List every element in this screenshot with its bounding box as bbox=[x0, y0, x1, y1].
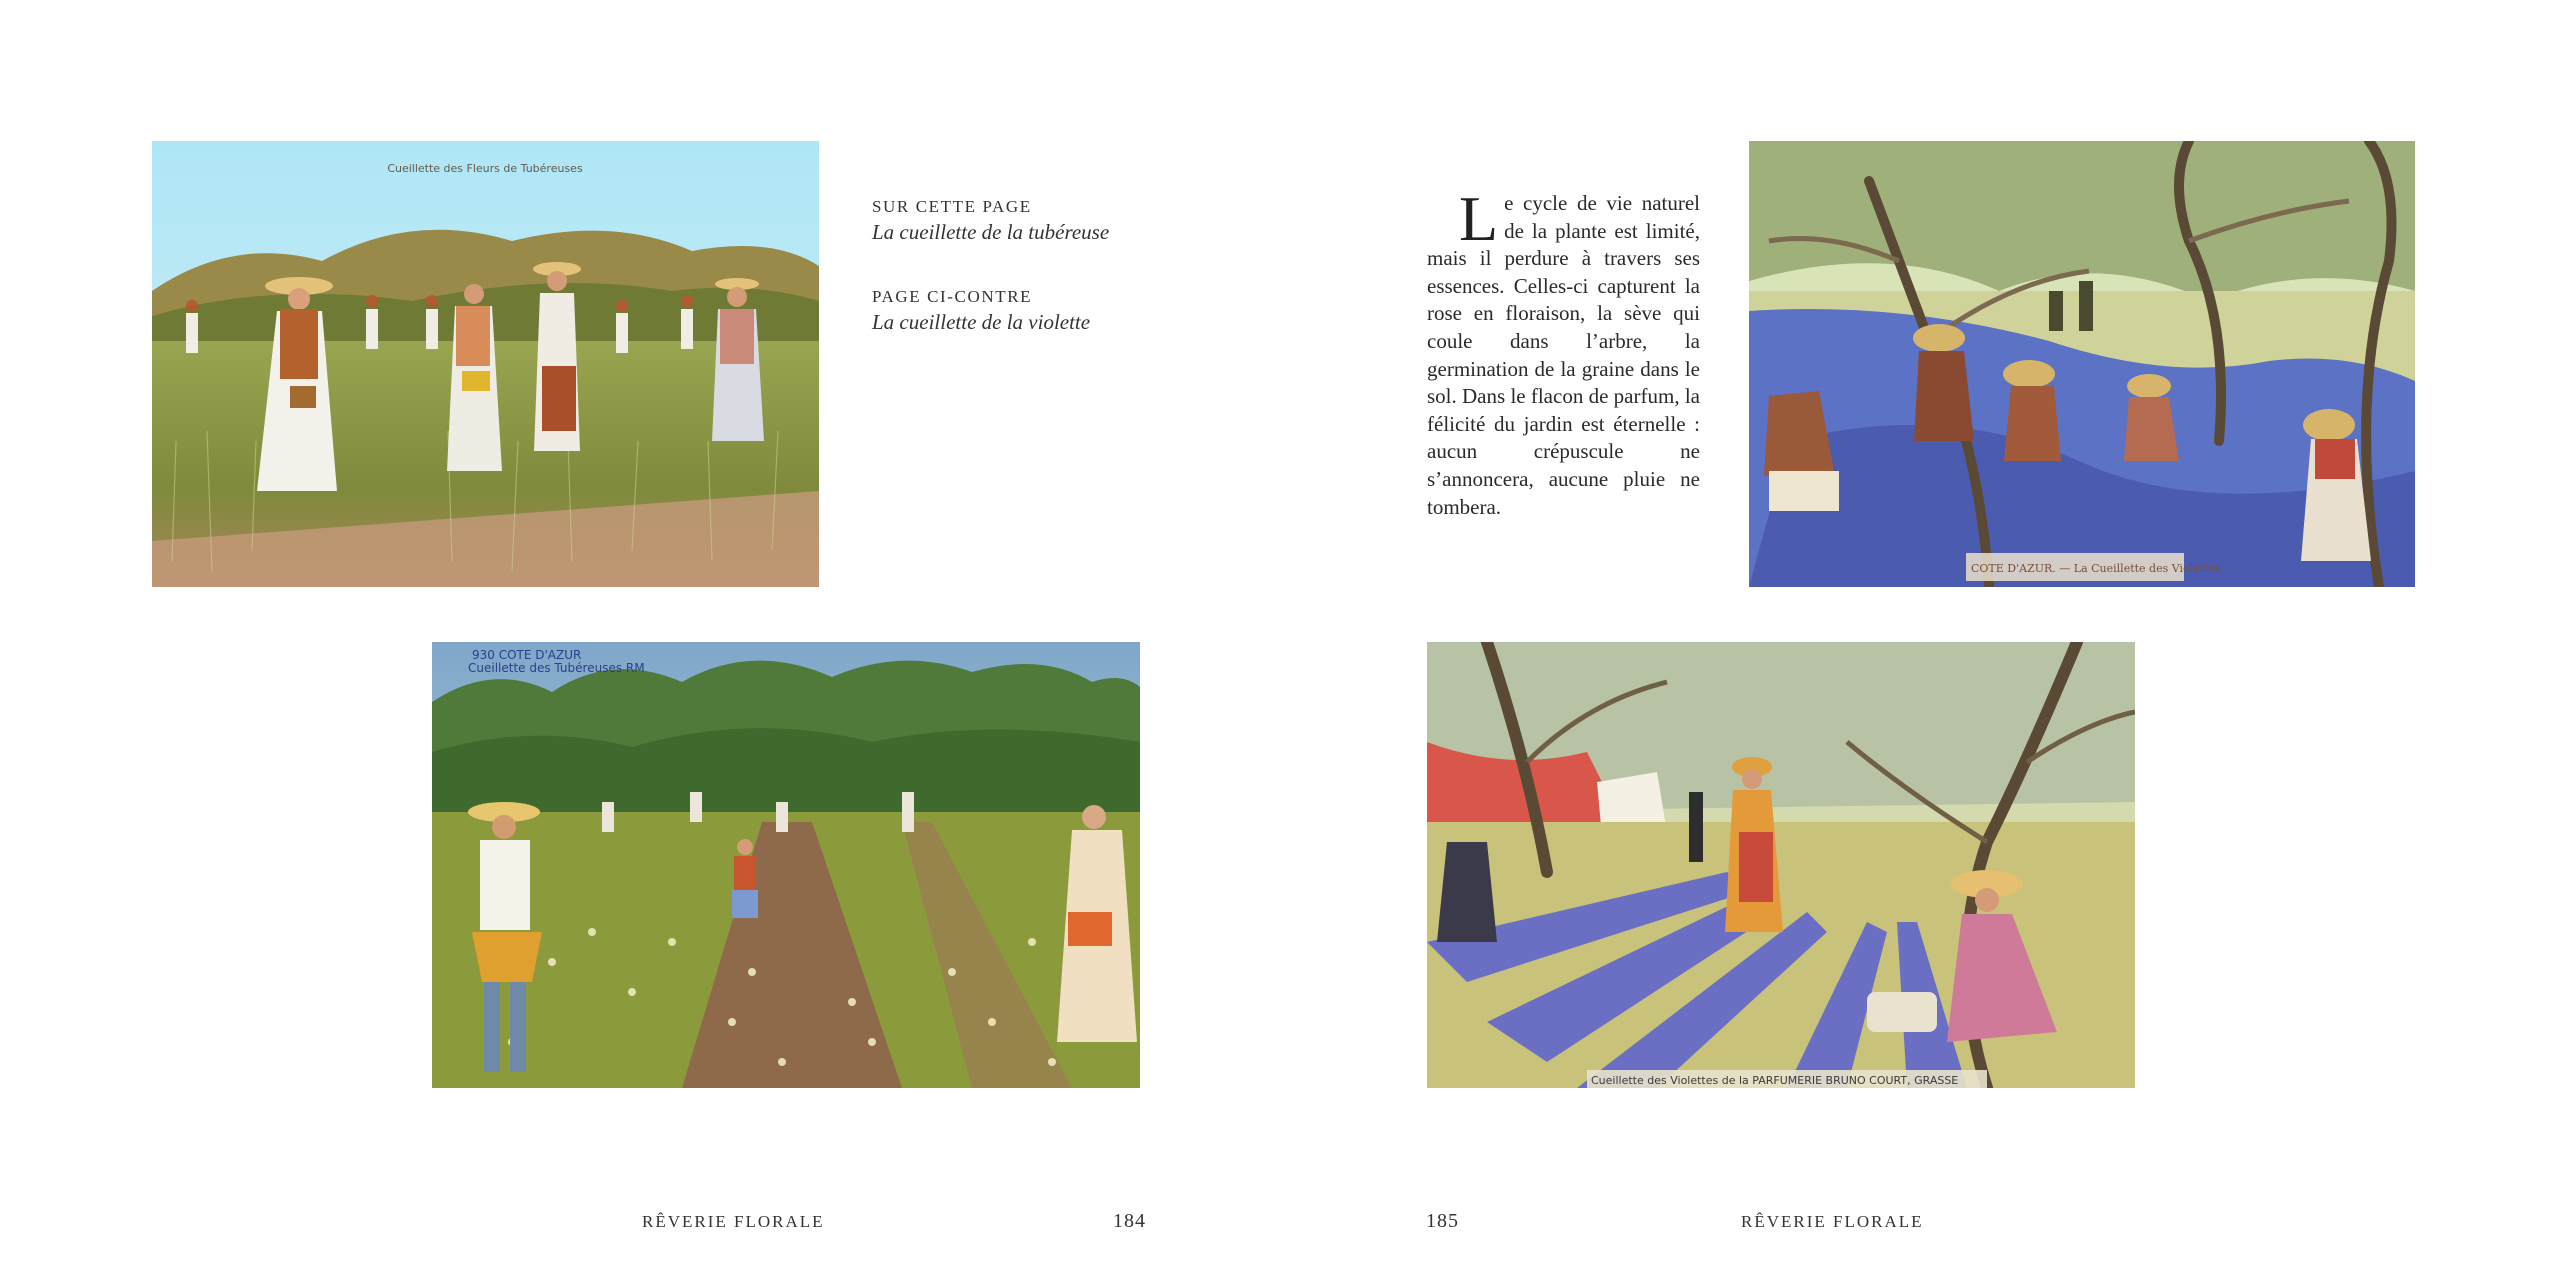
caption-heading: PAGE CI-CONTRE bbox=[872, 287, 1033, 306]
caption-opposite-page bbox=[872, 286, 1292, 336]
postcard-violet-harvest-image bbox=[1749, 141, 2415, 587]
page-number-left: 184 bbox=[1113, 1210, 1146, 1232]
body-paragraph bbox=[1427, 183, 1700, 521]
body-paragraph-text: e cycle de vie naturel de la plante est limité, mais il perdure à travers ses essences. Celles-ci capturent la rose en floraison, la sève qui coule dans l’arbre, la germination de la graine dans le sol. Dans le flacon de parfum, la félicité du jardin est éternelle : aucun crépuscule ne s’annoncera, aucune pluie ne tombera. bbox=[1427, 191, 1700, 519]
captions-block bbox=[872, 196, 1292, 376]
postcard-tuberose-rows-image bbox=[432, 642, 1140, 1088]
caption-title: La cueillette de la violette bbox=[872, 310, 1091, 334]
caption-heading: SUR CETTE PAGE bbox=[872, 197, 1032, 216]
caption-title: La cueillette de la tubéreuse bbox=[872, 220, 1110, 244]
tuberose-postcard-caption: Cueillette des Fleurs de Tubéreuses bbox=[387, 162, 583, 175]
postcard-tuberose-harvest-image bbox=[152, 141, 819, 587]
running-title-left: RÊVERIE FLORALE bbox=[642, 1212, 825, 1231]
postcard-violets-bruno-court-image bbox=[1427, 642, 2135, 1088]
caption-this-page bbox=[872, 196, 1292, 246]
tuberose-rows-caption-line2: Cueillette des Tubéreuses RM bbox=[468, 661, 645, 675]
drop-cap: L bbox=[1459, 183, 1499, 254]
violet-postcard-caption: COTE D'AZUR. — La Cueillette des Violettes. bbox=[1971, 562, 2225, 575]
violets-bruno-court-caption: Cueillette des Violettes de la PARFUMERIE BRUNO COURT, GRASSE bbox=[1591, 1074, 1959, 1087]
page-number-right: 185 bbox=[1426, 1210, 1459, 1232]
tuberose-rows-caption-line1: 930 COTE D'AZUR bbox=[472, 648, 582, 662]
running-title-right: RÊVERIE FLORALE bbox=[1741, 1212, 1924, 1231]
